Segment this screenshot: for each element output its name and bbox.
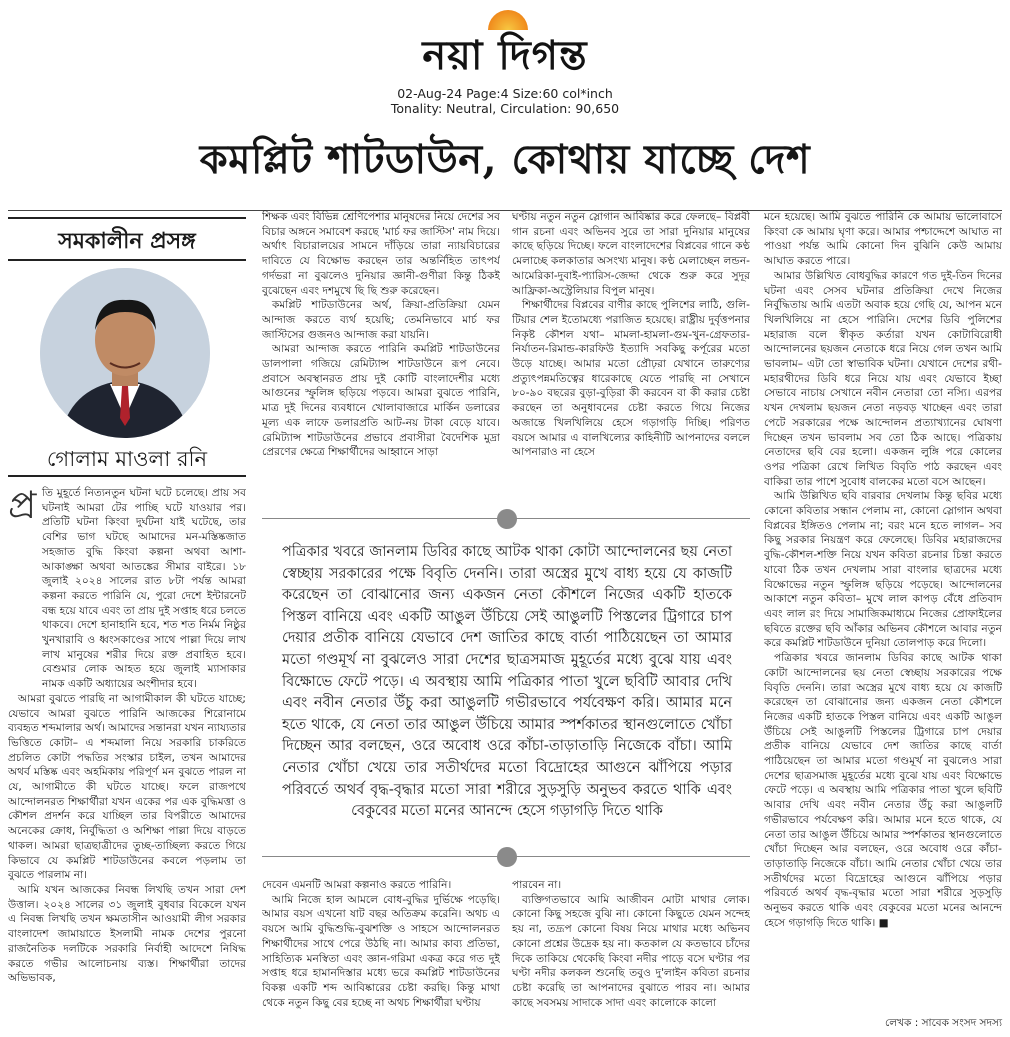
- masthead: [0, 0, 1010, 120]
- article-column-1: [8, 483, 246, 1034]
- pull-quote: পত্রিকার খবরে জানলাম ডিবির কাছে আটক থাকা কোটা আন্দোলনের ছয় নেতা স্বেচ্ছায় সরকারের পক্ষে বিবৃতি দেননি। তারা অস্ত্রের মুখে বাধ্য হয়ে যে কাজটি করেছেন তা বোঝানোর জন্য একজন নেতা কৌশলে নিজের একটি হাতকে পিস্তল বানিয়ে এবং একটি আঙুল উঁচিয়ে সেই আঙুলটি পিস্তলের ট্রিগারে চাপ দেয়ার প্রতীক বানিয়ে যেভাবে দেশ জাতির কাছে বার্তা পাঠিয়েছেন তা আমার মতো গণ্ডমূর্খ না বুঝলেও সারা দেশের ছাত্রসমাজ মুহূর্তের মধ্যে বুঝে যায় এবং বিক্ষোভে ফেটে পড়ে। এ অবস্থায় আমি পত্রিকার পাতা খুলে ছবিটি আবার দেখি এবং নবীন নেতার উঁচু করা আঙুলটি গভীরভাবে পর্যবেক্ষণ করি। আমার মনে হতে থাকে, যে নেতা তার আঙুল উঁচিয়ে আমার স্পর্শকাতর স্থানগুলোতে খোঁচা দিচ্ছেন আর বলছেন, ওরে অবোধ ওরে কাঁচা-তাড়াতাড়ি নিজেকে বাঁচা। আমি নেতার খোঁচা খেয়ে তার সতীর্থদের মতো বিদ্রোহের আগুনে ঝাঁপিয়ে পড়ার পরিবর্তে অথর্ব বৃদ্ধ-বৃদ্ধার মতো সারা শরীরে সুড়সুড়ি অনুভব করতে থাকি এবং বেকুবের মতো মনের আনন্দে হেসে গড়াগড়ি দিতে থাকি: [282, 544, 732, 820]
- divider: [8, 475, 246, 477]
- paragraph: আমরা আন্দাজ করতে পারিনি কমপ্লিট শাটডাউনের ডালপালা গজিয়ে রেমিট্যান্স শাটডাউনে রূপ নেবে। প্রবাসে অবস্থানরত প্রায় দুই কোটি বাংলাদেশীর মধ্যে আগুনের স্ফুলিঙ্গ ছড়িয়ে পড়বে। আমরা বুঝতে পারিনি, মাত্র দুই দিনের ব্যবধানে খোলাবাজারে মার্কিন ডলারের মূল্য এক লাফে ডলারপ্রতি আট-নয় টাকা বেড়ে যাবে। রেমিট্যান্স শাটডাউনের প্রভাবে প্রবাসীরা বৈদেশিক মুদ্রা প্রেরণের ক্ষেত্রে শিক্ষার্থীদের আহ্বানে সাড়া: [262, 343, 500, 459]
- author-photo: [40, 268, 210, 438]
- paragraph: আমার উল্লিখিত বোধবুদ্ধির কারণে গত দুই-তিন দিনের ঘটনা এবং সেসব ঘটনার প্রতিক্রিয়া দেখে নিজের নির্বুদ্ধিতায় আমি এতটা অবাক হয়ে গেছি যে, আপন মনে খিলখিলিয়ে না হেসে পারিনি। দেশের ডিবি পুলিশের মহারাজ বলে স্বীকৃত কর্তারা যখন কোটাবিরোধী আন্দোলনের ছয়জন নেতাকে ধরে নিয়ে গেল তখন আমি ভাবলাম– এটা তো স্বাভাবিক ঘটনা। যেখানে দেশের রথী-মহারথীদের ডিবি ধরে নিয়ে যায় এবং যেভাবে ইচ্ছা সেভাবে নাচায় সেখানে নবীন নেতারা তো নস্যি। এরপর যখন দেখলাম ছয়জন নেতা নড়বড় খাচ্ছেন এবং তারা পেটে সরকারের পক্ষে আন্দোলন প্রত্যাখ্যানের ঘোষণা দিচ্ছেন তখন ভাবলাম সব তো ঠিক আছে। পত্রিকায় নেতাদের ছবি বের হলো। একজন লুঙ্গি পরে কোলের ওপর পত্রিকা রেখে লিখিত বিবৃতি পাঠ করছেন এবং বাকিরা তার পাশে সুবোধ বালকের মতো বসে আছেন।: [764, 269, 1002, 488]
- newspaper-logo: [370, 8, 640, 78]
- drop-cap: প্র: [8, 483, 37, 527]
- paragraph: ব্যক্তিগতভাবে আমি আজীবন মোটা মাথার লোক। কোনো কিছু সহজে বুঝি না। কোনো কিছুতে যেমন সন্দেহ হয় না, তদ্রূপ কোনো বিষয় নিয়ে মাথার মধ্যে অভিনব কোনো প্রশ্নের উদ্রেক হয় না। কতকাল যে কতভাবে চাঁদের দিকে তাকিয়ে থেকেছি কিংবা নদীর পাড়ে বসে ঘণ্টার পর ঘণ্টা নদীর কলকল শুনেছি তবুও দু'লাইন কবিতা রচনার চেষ্টা করেছি তা আপনাদের বুঝাতে পারব না। আমার কাছে সবসময় সাদাকে সাদা এবং কালোকে কালো: [512, 893, 750, 1009]
- clip-meta-line2: Tonality: Neutral, Circulation: 90,650: [390, 101, 620, 116]
- article-column-2-bottom: [262, 878, 500, 1034]
- paragraph: আমি উল্লিখিত ছবি বারবার দেখলাম কিন্তু ছবির মধ্যে কোনো কবিতার সন্ধান পেলাম না, কোনো স্লোগান অথবা বিপ্লবের ইঙ্গিতও পেলাম না; বরং মনে হতে লাগল– সব কিছু সরকার নিয়ন্ত্রণ করে ফেলেছে। ডিবির মহারাজদের বুদ্ধি-কৌশল-শক্তি নিয়ে যখন কবিতা রচনার চিন্তা করতে যাবো ঠিক তখন দেখলাম সারা বাংলার ছাত্রদের মধ্যে বিক্ষোভের নতুন স্ফুলিঙ্গ ছড়িয়ে পড়েছে। আন্দোলনের আকাশে নতুন কবিতা– মুখে লাল কাপড় বেঁধে প্রতিবাদ এবং লাল রং দিয়ে সামাজিকমাধ্যমে নিজের প্রোফাইলের ছবিতে রক্তের ছবি আঁকার অভিনব কৌশলে আবার নতুন করে কমপ্লিট শাটডাউনে দুনিয়া তোলপাড় করে দিলো।: [764, 490, 1002, 650]
- article-column-3-bottom: [512, 878, 750, 1034]
- article-column-3-top: [512, 210, 750, 506]
- author-name: গোলাম মাওলা রনি: [46, 447, 208, 471]
- paragraph: দেবেন এমনটি আমরা কল্পনাও করতে পারিনি।: [262, 879, 452, 891]
- paragraph: শিক্ষক এবং বিভিন্ন শ্রেণিপেশার মানুষদের নিয়ে দেশের সব বিচার অঙ্গনে সমাবেশ করছে 'মার্চ ফর জাস্টিস' নাম দিয়ে। অর্থাৎ বিচারালয়ের সামনে দাঁড়িয়ে তারা ন্যায়বিচারের দাবিতে যে বিক্ষোভ করছেন তার অন্তর্নিহিত তাৎপর্য গর্দভরা না বুঝলেও দুনিয়ার জ্ঞানী-গুণীরা কিন্তু ঠিকই বুঝেছেন এবং দশমুখে ছি ছি শুরু করেছেন।: [262, 211, 500, 297]
- column-title: সমকালীন প্রসঙ্গ: [58, 228, 196, 254]
- author-note: লেখক : সাবেক সংসদ সদস্য: [885, 1017, 1002, 1029]
- paragraph: পারবেন না।: [512, 879, 562, 891]
- paragraph: আমি নিজে হাল আমলে বোধ-বুদ্ধির দুর্ভিক্ষে পড়েছি। আমার বয়স এখনো ষাট বছর অতিক্রম করেনি। অথচ এ বয়সে আমি বুদ্ধিশুদ্ধি-বুঝশক্তি ও সাহসে আন্দোলনরত শিক্ষার্থীদের সাথে পেরে উঠছি না। আমার কাব্য প্রতিভা, সাহিত্যিক মনস্বিতা এবং জ্ঞান-গরিমা একত্র করে গত দুই সপ্তাহ ধরে হামানদিস্তার মধ্যে ভরে কমপ্লিট শাটডাউনের বিকল্প একটি শব্দ আবিষ্কারের চেষ্টা করছি। কিন্তু মাথা থেকে নতুন কিছু বের হচ্ছে না অথচ শিক্ষার্থীরা ঘণ্টায়: [262, 893, 500, 1009]
- pullquote-dot-top: [497, 509, 517, 529]
- article-column-2-top: [262, 210, 500, 506]
- paragraph: পত্রিকার খবরে জানলাম ডিবির কাছে আটক থাকা কোটা আন্দোলনের ছয় নেতা স্বেচ্ছায় সরকারের পক্ষে বিবৃতি দেননি। তারা অস্ত্রের মুখে বাধ্য হয়ে যে কাজটি করেছেন তা বোঝানোর জন্য একজন নেতা কৌশলে নিজের একটি হাতকে পিস্তল বানিয়ে এবং একটি আঙুল উঁচিয়ে সেই আঙুলটি পিস্তলের ট্রিগারে চাপ দেয়ার প্রতীক বানিয়ে যেভাবে দেশ জাতির কাছে বার্তা পাঠিয়েছেন তা আমার মতো গণ্ডমূর্খ না বুঝলেও সারা দেশের ছাত্রসমাজ মুহূর্তের মধ্যে বুঝে যায় এবং বিক্ষোভে ফেটে পড়ে। এ অবস্থায় আমি পত্রিকার পাতা খুলে ছবিটি আবার দেখি এবং নবীন নেতার উঁচু করা আঙুলটি গভীরভাবে পর্যবেক্ষণ করি। আমার মনে হতে থাকে, যে নেতা তার আঙুল উঁচিয়ে আমার স্পর্শকাতর স্থানগুলোতে খোঁচা দিচ্ছেন আর বলছেন, ওরে অবোধ ওরে কাঁচা-তাড়াতাড়ি নিজেকে বাঁচা। আমি নেতার খোঁচা খেয়ে তার সতীর্থদের মতো বিদ্রোহের আগুনে ঝাঁপিয়ে পড়ার পরিবর্তে অথর্ব বৃদ্ধ-বৃদ্ধার মতো সারা শরীরে সুড়সুড়ি অনুভব করতে থাকি এবং বেকুবের মতো মনের আনন্দে হেসে গড়াগড়ি দিতে থাকি। ■: [764, 652, 1002, 929]
- article-headline: কমপ্লিট শাটডাউন, কোথায় যাচ্ছে দেশ: [199, 136, 811, 183]
- paragraph: শিক্ষার্থীদের বিপ্লবের বাণীর কাছে পুলিশের লাঠি, গুলি-টিয়ার শেল ইতোমধ্যে পরাজিত হয়েছে। রাষ্ট্রীয় দুর্বৃত্তপনার নিকৃষ্ট কৌশল যথা– মামলা-হামলা-গুম-খুন-গ্রেফতার-নির্যাতন-রিমান্ড-কারফিউ ইত্যাদি সবকিছু কর্পূরের মতো উড়ে যাচ্ছে। আমার মতো প্রৌঢ়রা যেখানে তারুণ্যের প্রত্যুৎপন্নমতিত্বের ধারেকাছে যেতে পারছি না সেখানে ৮০-৯০ বছরের বুড়া-বুড়িরা কী করবেন বা কী করার চেষ্টা করছেন তা অনুধাবনের চেষ্টা করতে গিয়ে নিজের অজান্তে খিলখিলিয়ে হেসে গড়াগড়ি দিচ্ছি। পরিণত বয়সে আমার এ বালখিল্যের কাহিনীটি আপনাদের বললে আপনারাও না হেসে: [512, 299, 750, 459]
- article-column-4: [764, 210, 1002, 1010]
- paragraph: আমি যখন আজকের নিবন্ধ লিখছি তখন সারা দেশ উত্তাল। ২০২৪ সালের ৩১ জুলাই বুধবার বিকেলে যখন এ নিবন্ধ লিখছি তখন ক্ষমতাসীন আওয়ামী লীগ সরকার বাংলাদেশ জামায়াতে ইসলামী নামক দেশের পুরনো রাজনৈতিক দলটিকে সরকারি নির্বাহী আদেশে নিষিদ্ধ করতে গভীর আলোচনায় ব্যস্ত। শিক্ষার্থীরা তাদের অভিভাবক,: [8, 883, 246, 985]
- pullquote-dot-bottom: [497, 847, 517, 867]
- clip-meta-line1: 02-Aug-24 Page:4 Size:60 col*inch: [397, 86, 613, 101]
- paragraph: তি মুহূর্তে নিত্যনতুন ঘটনা ঘটে চলেছে। প্রায় সব ঘটনাই আমরা টের পাচ্ছি ঘটে যাওয়ার পর। প্রতিটি ঘটনা কিংবা দুর্ঘটনা যাই ঘটেছে, তার বেশির ভাগ ঘটছে আমাদের মন-মস্তিষ্কজাত সহজাত বুদ্ধি কিংবা কল্পনা অথবা আশা-আকাঙ্ক্ষা অথবা আতঙ্কের সীমার বাইরে। ১৮ জুলাই ২০২৪ সালের রাত ৮টা পর্যন্ত আমরা কল্পনা করতে পারিনি যে, পুরো দেশে ইন্টারনেট বন্ধ হয়ে যাবে এবং তা প্রায় দুই সপ্তাহ ধরে চলতে থাকবে। দেশে হানাহানি হবে, শত শত নির্মম নিষ্ঠুর খুনখারাবি ও ধ্বংসকাণ্ডের সাথে পাল্লা দিয়ে লাখ লাখ মানুষের শরীর দিয়ে রক্ত প্রবাহিত হবে। বেশুমার লোক আহত হয়ে জুলাই ম্যাসাকার নামক একটি অধ্যায়ের অংশীদার হবে।: [42, 487, 246, 691]
- paragraph: ঘণ্টায় নতুন নতুন স্লোগান আবিষ্কার করে ফেলছে– বিপ্লবী গান রচনা এবং অভিনব সুরে তা সারা দুনিয়ার মানুষের কাছে ছড়িয়ে দিচ্ছে। ফলে বাংলাদেশের বিপ্লবের গানে কণ্ঠ মেলাচ্ছে কলকাতার অসংখ্য মানুষ। কণ্ঠ মেলাচ্ছেন লন্ডন-আমেরিকা-দুবাই-প্যারিস-জেদ্দা থেকে শুরু করে সুদূর আফ্রিকা-অস্ট্রেলিয়ার বিপুল মানুষ।: [512, 211, 750, 297]
- paragraph: কমপ্লিট শাটডাউনের অর্থ, ক্রিয়া-প্রতিক্রিয়া যেমন আন্দাজ করতে ব্যর্থ হয়েছি; তেমনিভাবে মার্চ ফর জাস্টিসের গুজনও আন্দাজ করা যায়নি।: [262, 299, 500, 341]
- paragraph: মনে হয়েছে। আমি বুঝতে পারিনি কে আমায় ভালোবাসে কিংবা কে আমায় ঘৃণা করে। আমার পশ্চাদ্দেশে আঘাত না পাওয়া পর্যন্ত আমি কোনো দিন বুঝিনি কেউ আমায় আঘাত করতে পারে।: [764, 211, 1002, 268]
- paragraph: আমরা বুঝতে পারছি না আগামীকাল কী ঘটতে যাচ্ছে; যেভাবে আমরা বুঝতে পারিনি আজকের শিরোনামে ব্যবহৃত শব্দমালার অর্থ। আমাদের সন্তানরা যখন ন্যায্যতার ভিত্তিতে কোটা– এ শব্দমালা নিয়ে সরকারি চাকরিতে প্রচলিত কোটা পদ্ধতির সংস্কার চাইল, তখন আমাদের অথর্ব মস্তিষ্ক এবং অহমিকায় পরিপূর্ণ মন বুঝতে পারল না যে, আগামীতে কী ঘটতে যাচ্ছে। ফলে রাজপথে আন্দোলনরত শিক্ষার্থীরা যখন একের পর এক বুদ্ধিমত্তা ও কৌশল প্রদর্শন করে যাচ্ছিল তার বিপরীতে আমাদের অনেকের ক্রোধ, নির্বুদ্ধিতা ও অশিক্ষা পাল্লা দিয়ে বাড়তে থাকল। আমরা ছাত্রছাত্রীদের তুচ্ছ-তাচ্ছিল্য করতে গিয়ে কিভাবে যে কমপ্লিট শাটডাউনের কবলে পড়লাম তা বুঝতে পারলাম না।: [8, 692, 246, 882]
- logo-text: নয়া দিগন্ত: [422, 32, 588, 79]
